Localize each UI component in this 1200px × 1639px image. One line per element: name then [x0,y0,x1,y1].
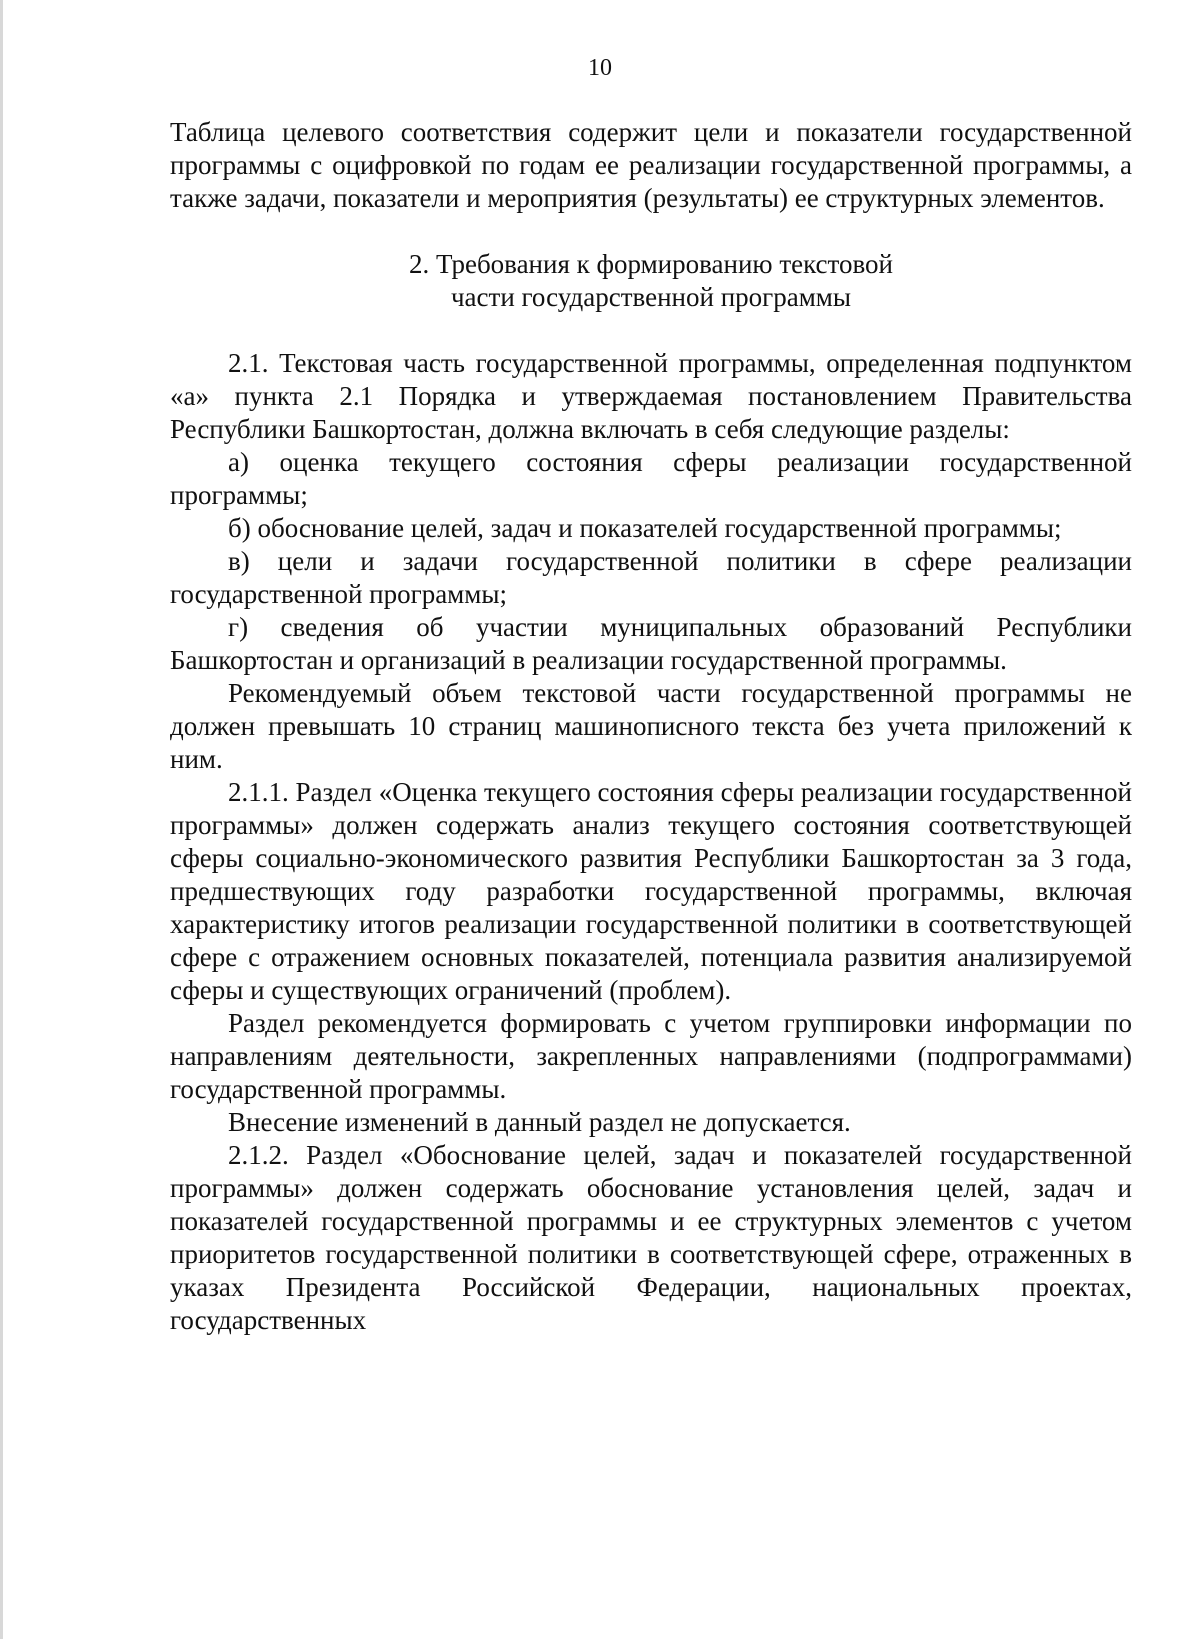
section-heading-line-2: части государственной программы [450,282,852,312]
document-body [170,116,1132,1337]
section-heading [170,248,1132,314]
page-number: 10 [588,55,612,81]
intro-paragraph: Таблица целевого соответствия содержит цели и показатели государственной программы с оцифровкой по годам ее реализации государственной программы, а также задачи, показатели и мероприятия (результаты) ее структурных элементов. [170,117,1132,213]
list-item-b: б) обоснование целей, задач и показателей государственной программы; [228,513,1062,543]
list-item-v: в) цели и задачи государственной политики в сфере реализации государственной программы; [170,546,1132,609]
list-item-g: г) сведения об участии муниципальных образований Республики Башкортостан и организаций в реализации государственной программы. [170,612,1132,675]
list-item-a: а) оценка текущего состояния сферы реализации государственной программы; [170,447,1132,510]
page-edge [0,0,3,1639]
paragraph-2-1-1: 2.1.1. Раздел «Оценка текущего состояния сферы реализации государственной программы» должен содержать анализ текущего состояния соответствующей сферы социально-экономического развития Республики Башкортостан за 3 года, предшествующих году разработки государственной программы, включая характеристику итогов реализации государственной политики в соответствующей сфере с отражением основных показателей, потенциала развития анализируемой сферы и существующих ограничений (проблем). [170,777,1132,1005]
paragraph-recommended-volume: Рекомендуемый объем текстовой части государственной программы не должен превышать 10 страниц машинописного текста без учета приложений к ним. [170,678,1132,774]
section-heading-line-1: 2. Требования к формированию текстовой [409,249,893,279]
paragraph-2-1-2: 2.1.2. Раздел «Обоснование целей, задач и показателей государственной программы» должен содержать обоснование установления целей, задач и показателей государственной программы и ее структурных элементов с учетом приоритетов государственной политики в соответствующей сфере, отраженных в указах Президента Российской Федерации, национальных проектах, государственных [170,1140,1132,1335]
paragraph-grouping: Раздел рекомендуется формировать с учетом группировки информации по направлениям деятельности, закрепленных направлениями (подпрограммами) государственной программы. [170,1008,1132,1104]
paragraph-no-changes: Внесение изменений в данный раздел не допускается. [228,1107,851,1137]
paragraph-2-1: 2.1. Текстовая часть государственной программы, определенная подпунктом «а» пункта 2.1 Порядка и утверждаемая постановлением Правительства Республики Башкортостан, должна включать в себя следующие разделы: [170,348,1132,444]
